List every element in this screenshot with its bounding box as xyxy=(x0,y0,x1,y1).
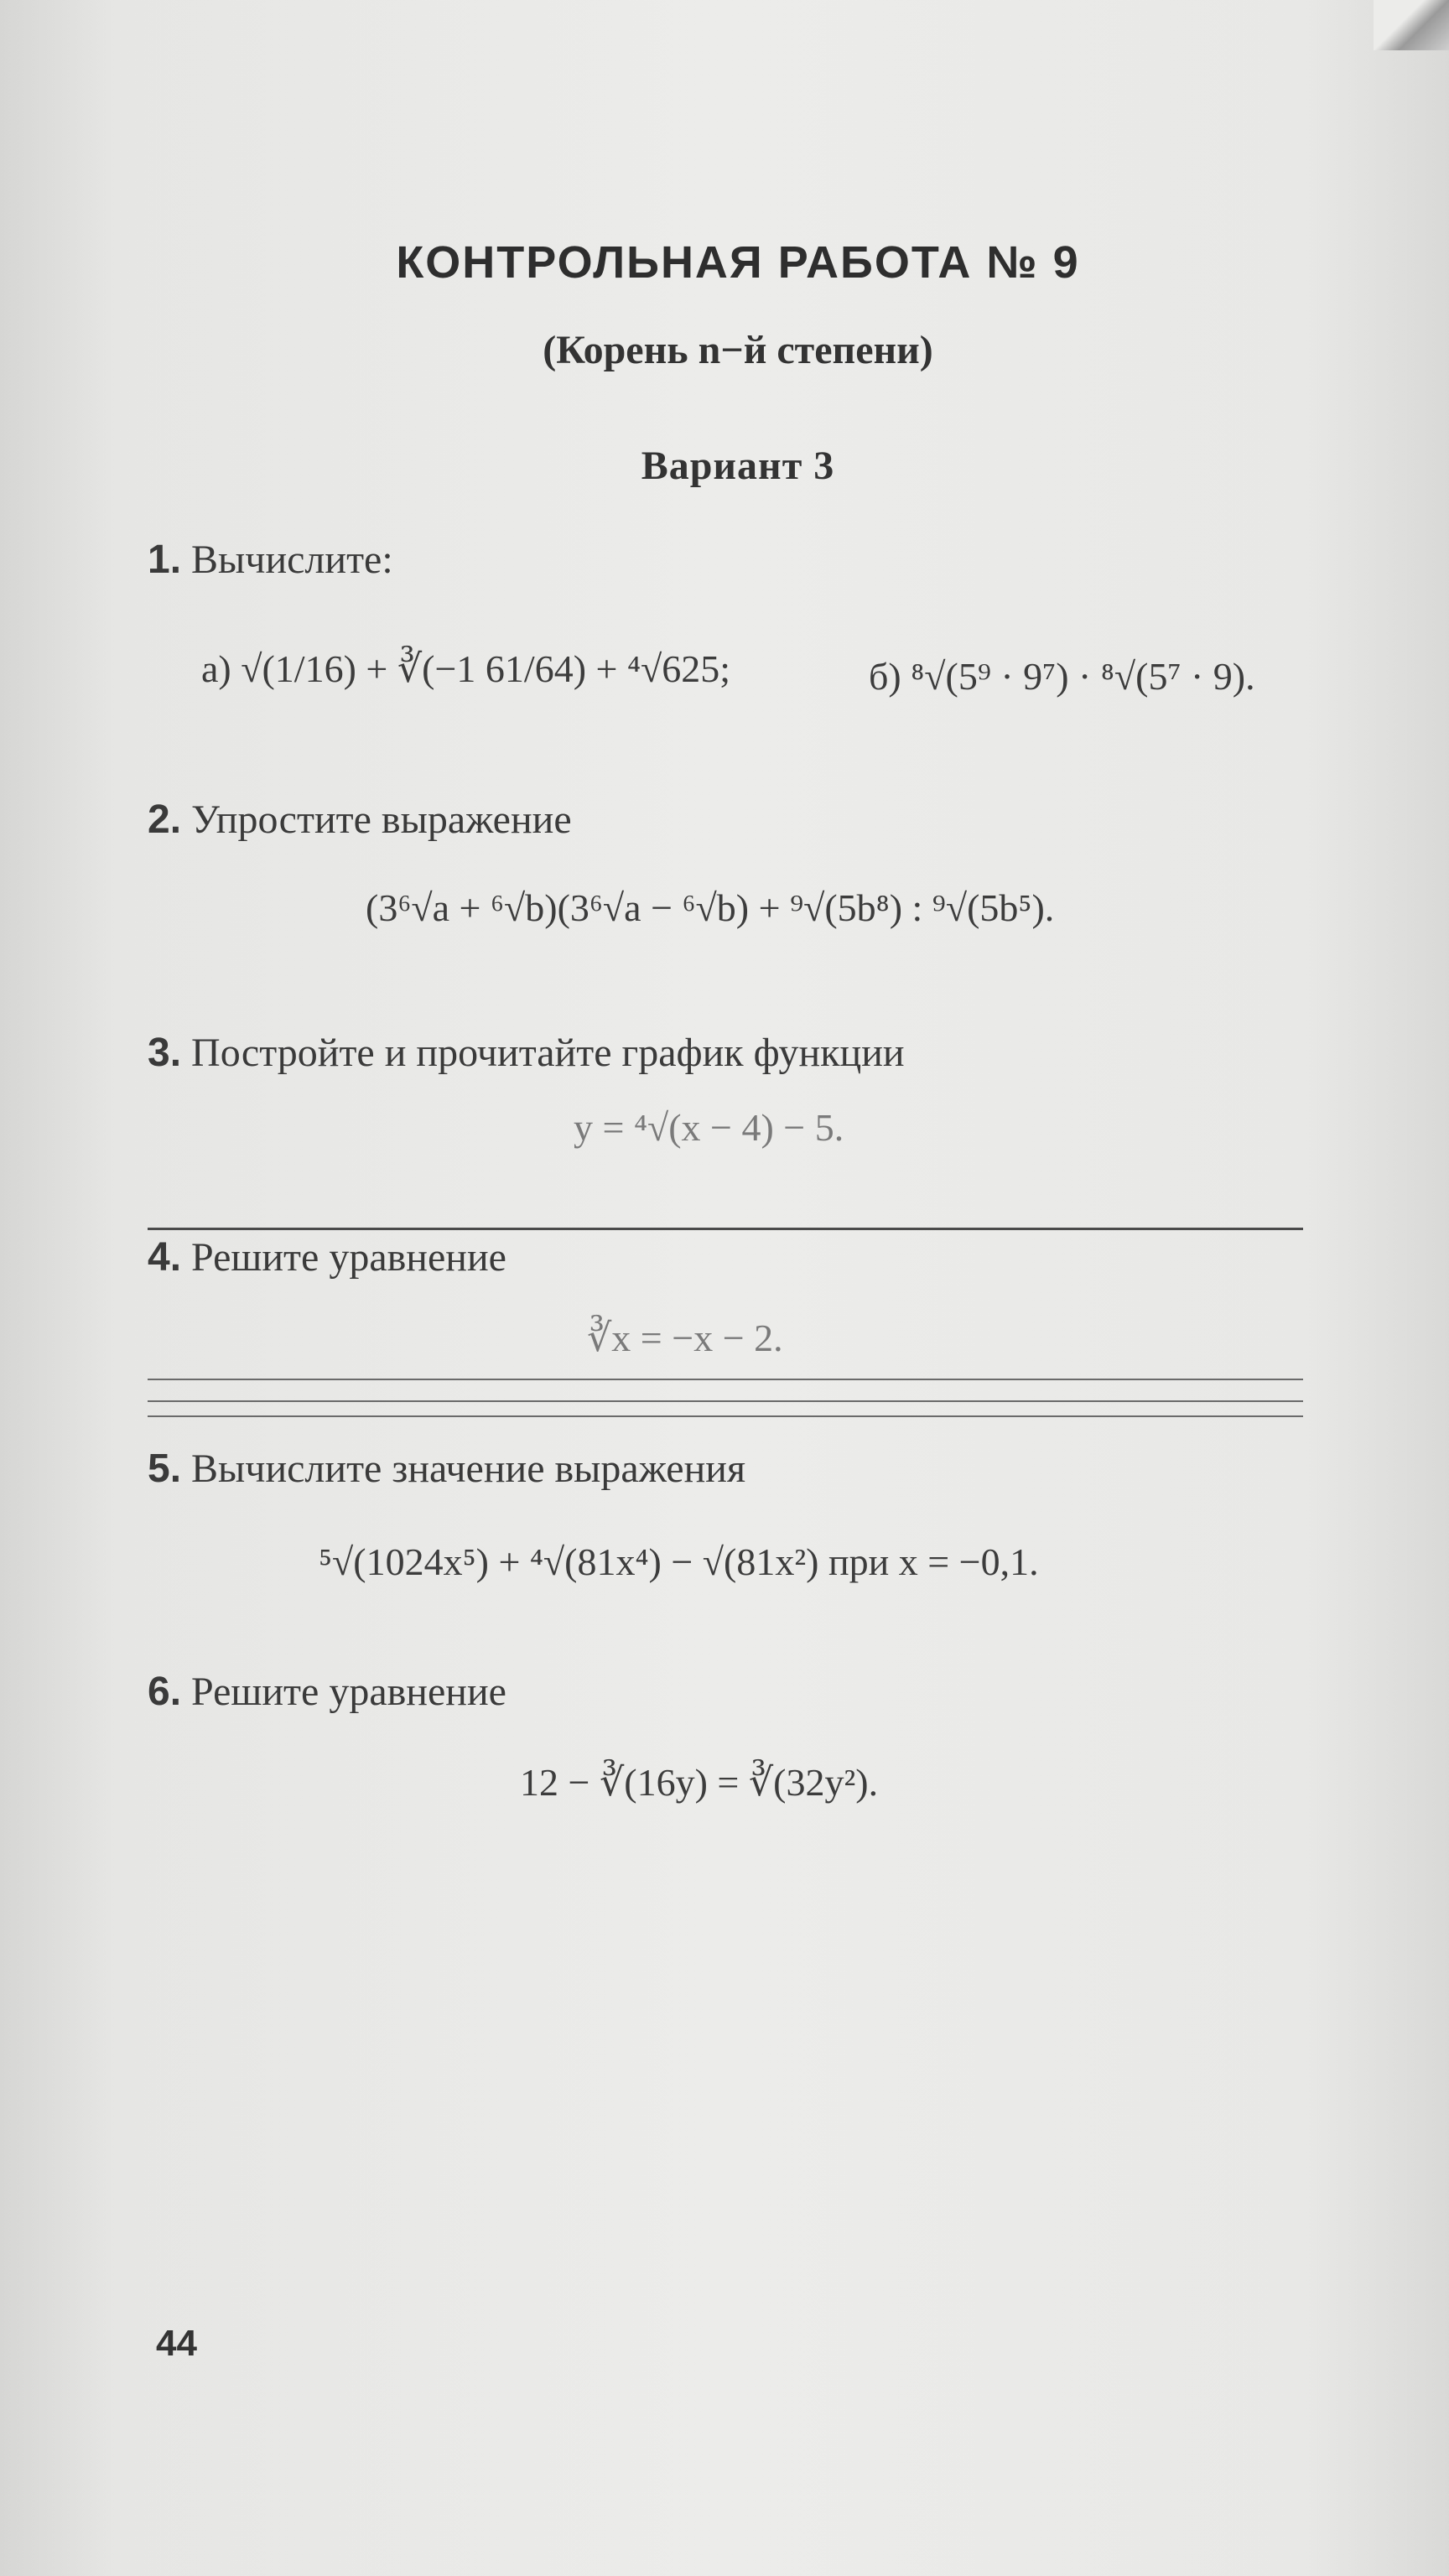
task-number: 6. xyxy=(148,1670,182,1714)
task-text: Вычислите: xyxy=(191,538,393,582)
task-text: Решите уравнение xyxy=(191,1670,506,1714)
task-text: Решите уравнение xyxy=(191,1235,506,1280)
task-number: 4. xyxy=(148,1235,182,1280)
page-number: 44 xyxy=(156,2323,197,2364)
task-1-formula-a: а) √(1/16) + ∛(−1 61/64) + ⁴√625; xyxy=(201,647,731,690)
task-text: Постройте и прочитайте график функции xyxy=(191,1031,905,1075)
task-2-formula: (3⁶√a + ⁶√b)(3⁶√a − ⁶√b) + ⁹√(5b⁸) : ⁹√(5b⁵). xyxy=(366,886,1055,929)
task-text: Упростите выражение xyxy=(191,797,572,842)
divider-line xyxy=(148,1228,1303,1230)
task-number: 1. xyxy=(148,538,182,582)
divider-line xyxy=(148,1400,1303,1402)
page-subtitle: (Корень n−й степени) xyxy=(543,328,933,372)
task-2 xyxy=(148,797,572,843)
divider-line xyxy=(148,1379,1303,1380)
task-1-formula-b: б) ⁸√(5⁹ · 9⁷) · ⁸√(5⁷ · 9). xyxy=(869,655,1255,698)
divider-line xyxy=(148,1415,1303,1417)
page-title: КОНТРОЛЬНАЯ РАБОТА № 9 xyxy=(396,237,1080,288)
task-5-formula: ⁵√(1024x⁵) + ⁴√(81x⁴) − √(81x²) при x = −0,1. xyxy=(319,1540,1039,1583)
task-3 xyxy=(148,1030,905,1076)
task-text: Вычислите значение выражения xyxy=(191,1446,746,1491)
task-4 xyxy=(148,1234,506,1280)
task-5 xyxy=(148,1446,745,1492)
task-4-formula: ∛x = −x − 2. xyxy=(587,1317,783,1359)
task-3-formula: y = ⁴√(x − 4) − 5. xyxy=(574,1106,844,1149)
page-corner-shadow xyxy=(1374,0,1449,50)
variant-heading: Вариант 3 xyxy=(641,444,835,488)
task-number: 3. xyxy=(148,1031,182,1075)
task-6-formula: 12 − ∛(16y) = ∛(32y²). xyxy=(520,1761,879,1804)
task-6 xyxy=(148,1669,506,1715)
task-1 xyxy=(148,537,393,583)
task-number: 2. xyxy=(148,797,182,842)
task-number: 5. xyxy=(148,1446,182,1491)
